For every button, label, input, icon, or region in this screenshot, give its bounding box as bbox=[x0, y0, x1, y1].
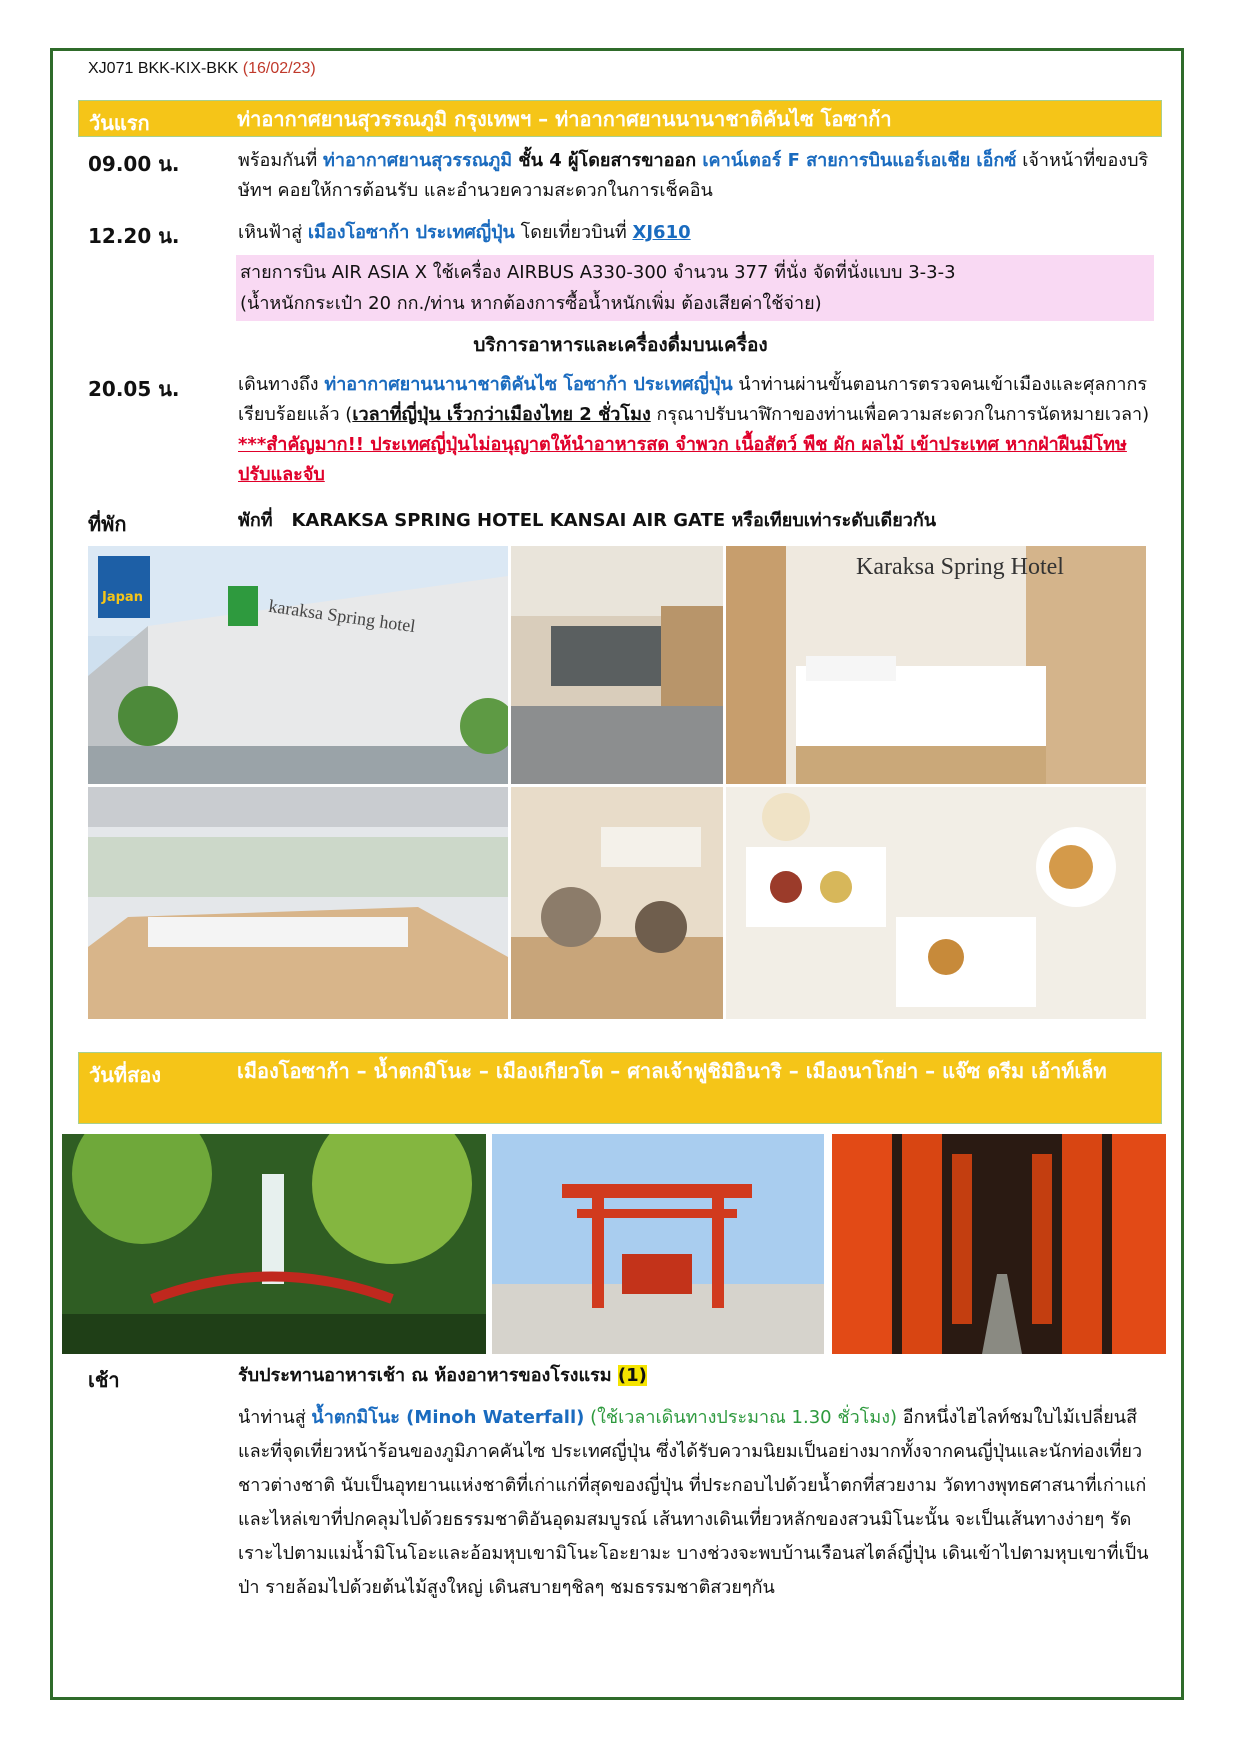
itinerary-0900-text: พร้อมกันที่ ท่าอากาศยานสุวรรณภูมิ ชั้น 4 ผู้โดยสารขาออก เคาน์เตอร์ F สายการบินแอร์เอเชีย เอ็กซ์ เจ้าหน้าที่ของบริษัทฯ คอยให้การต้อนรับ และอำนวยความสะดวกในการเช็คอิน bbox=[238, 150, 1149, 201]
time-2005: 20.05 น. bbox=[88, 377, 180, 401]
breakfast-food-photo bbox=[726, 787, 1146, 1019]
fushimi-inari-gate-photo bbox=[492, 1134, 824, 1354]
breakfast-line: รับประทานอาหารเช้า ณ ห้องอาหารของโรงแรม (1) bbox=[238, 1365, 647, 1386]
day2-label: วันที่สอง bbox=[89, 1063, 162, 1087]
hotel-line: พักที่ KARAKSA SPRING HOTEL KANSAI AIR GATE หรือเทียบเท่าระดับเดียวกัน bbox=[238, 510, 937, 531]
time-0900: 09.00 น. bbox=[88, 152, 180, 176]
building-sign-text: karaksa Spring hotel bbox=[267, 595, 417, 637]
flight-info-line1: สายการบิน AIR ASIA X ใช้เครื่อง AIRBUS A330-300 จำนวน 377 ที่นั่ง จัดที่นั่งแบบ 3-3-3 bbox=[240, 262, 956, 283]
hotel-label: ที่พัก bbox=[88, 512, 127, 536]
tour-code: XJ071 BKK-KIX-BKK bbox=[88, 60, 239, 77]
minoh-waterfall-photo bbox=[62, 1134, 486, 1354]
tour-code-header bbox=[88, 60, 316, 78]
itinerary-1220-text: เหินฟ้าสู่ เมืองโอซาก้า ประเทศญี่ปุ่น โดยเที่ยวบินที่ XJ610 bbox=[238, 222, 691, 243]
day2-title: เมืองโอซาก้า – น้ำตกมิโนะ – เมืองเกียวโต – ศาลเจ้าฟูชิมิอินาริ – เมืองนาโกย่า – แจ๊ซ ดรีม เอ้าท์เล็ท bbox=[237, 1059, 1107, 1083]
food-import-warning: ***สำคัญมาก!! ประเทศญี่ปุ่นไม่อนุญาตให้นำอาหารสด จำพวก เนื้อสัตว์ พืช ผัก ผลไม้ เข้าประเทศ หากฝ่าฝืนมีโทษปรับและจับ bbox=[238, 434, 1127, 485]
flight-number-link[interactable]: XJ610 bbox=[632, 222, 691, 243]
day1-label: วันแรก bbox=[89, 111, 150, 135]
hotel-sign-text: Karaksa Spring Hotel bbox=[856, 554, 1064, 580]
itinerary-2005-text: เดินทางถึง ท่าอากาศยานนานาชาติคันไซ โอซาก้า ประเทศญี่ปุ่น นำท่านผ่านขั้นตอนการตรวจคนเข้าเมืองและศุลกากร เรียบร้อยแล้ว (เวลาที่ญี่ปุ่น เร็วกว่าเมืองไทย 2 ชั่วโมง กรุณาปรับนาฬิกาของท่านเพื่อความสะดวกในการนัดหมายเวลา) ***สำคัญมาก!! ประเทศญี่ปุ่นไม่อนุญาตให้นำอาหารสด จำพวก เนื้อสัตว์ พืช ผัก ผลไม้ เข้าประเทศ หากฝ่าฝืนมีโทษปรับและจับ bbox=[238, 374, 1150, 485]
torii-tunnel-photo bbox=[832, 1134, 1166, 1354]
flight-info-box bbox=[236, 255, 1154, 321]
hotel-name: KARAKSA SPRING HOTEL KANSAI AIR GATE bbox=[291, 510, 726, 531]
flight-info-line2: (น้ำหนักกระเป๋า 20 กก./ท่าน หากต้องการซื้อน้ำหนักเพิ่ม ต้องเสียค่าใช้จ่าย) bbox=[240, 293, 822, 314]
minoh-description: นำท่านสู่ น้ำตกมิโนะ (Minoh Waterfall) (ใช้เวลาเดินทางประมาณ 1.30 ชั่วโมง) อีกหนึ่งไฮไลท์ชมใบไม้เปลี่ยนสี และที่จุดเที่ยวหน้าร้อนของภูมิภาคคันไซ ประเทศญี่ปุ่น ซึ่งได้รับความนิยมเป็นอย่างมากทั้งจากคนญี่ปุ่นและนักท่องเที่ยวชาวต่างชาติ นับเป็นอุทยานแห่งชาติที่เก่าแก่ที่สุดของญี่ปุ่น ที่ประกอบไปด้วยน้ำตกที่สวยงาม วัดทางพุทธศาสนาที่เก่าแก่ และไหล่เขาที่ปกคลุมไปด้วยธรรมชาติอันอุดมสมบูรณ์ เส้นทางเดินเที่ยวหลักของสวนมิโนะนั้น จะเป็นเส้นทางง่ายๆ รัดเราะไปตามแม่น้ำมิโนโอะและอ้อมหุบเขามิโนะโอะยามะ บางช่วงจะพบบ้านเรือนสไตล์ญี่ปุ่น เดินเข้าไปตามหุบเขาที่เป็นป่า รายล้อมไปด้วยต้นไม้สูงใหญ่ เดินสบายๆชิลๆ ชมธรรมชาติสวยๆกัน bbox=[238, 1407, 1149, 1598]
day2-title-bar bbox=[78, 1052, 1162, 1124]
breakfast-counter-photo bbox=[511, 787, 723, 1019]
hotel-lobby-photo bbox=[511, 546, 723, 784]
onboard-service: บริการอาหารและเครื่องดื่มบนเครื่อง bbox=[473, 334, 768, 356]
meal-count-badge: (1) bbox=[617, 1365, 647, 1386]
japan-logo-text: Japan bbox=[102, 590, 143, 605]
hotel-exterior-photo bbox=[88, 546, 508, 784]
tour-date: (16/02/23) bbox=[242, 60, 316, 77]
breakfast-label: เช้า bbox=[88, 1368, 120, 1392]
restaurant-buffet-photo bbox=[88, 787, 508, 1019]
day1-title-bar bbox=[78, 100, 1162, 137]
day1-title: ท่าอากาศยานสุวรรณภูมิ กรุงเทพฯ – ท่าอากาศยานนานาชาติคันไซ โอซาก้า bbox=[237, 107, 892, 131]
time-1220: 12.20 น. bbox=[88, 224, 180, 248]
hotel-room-photo bbox=[726, 546, 1146, 784]
